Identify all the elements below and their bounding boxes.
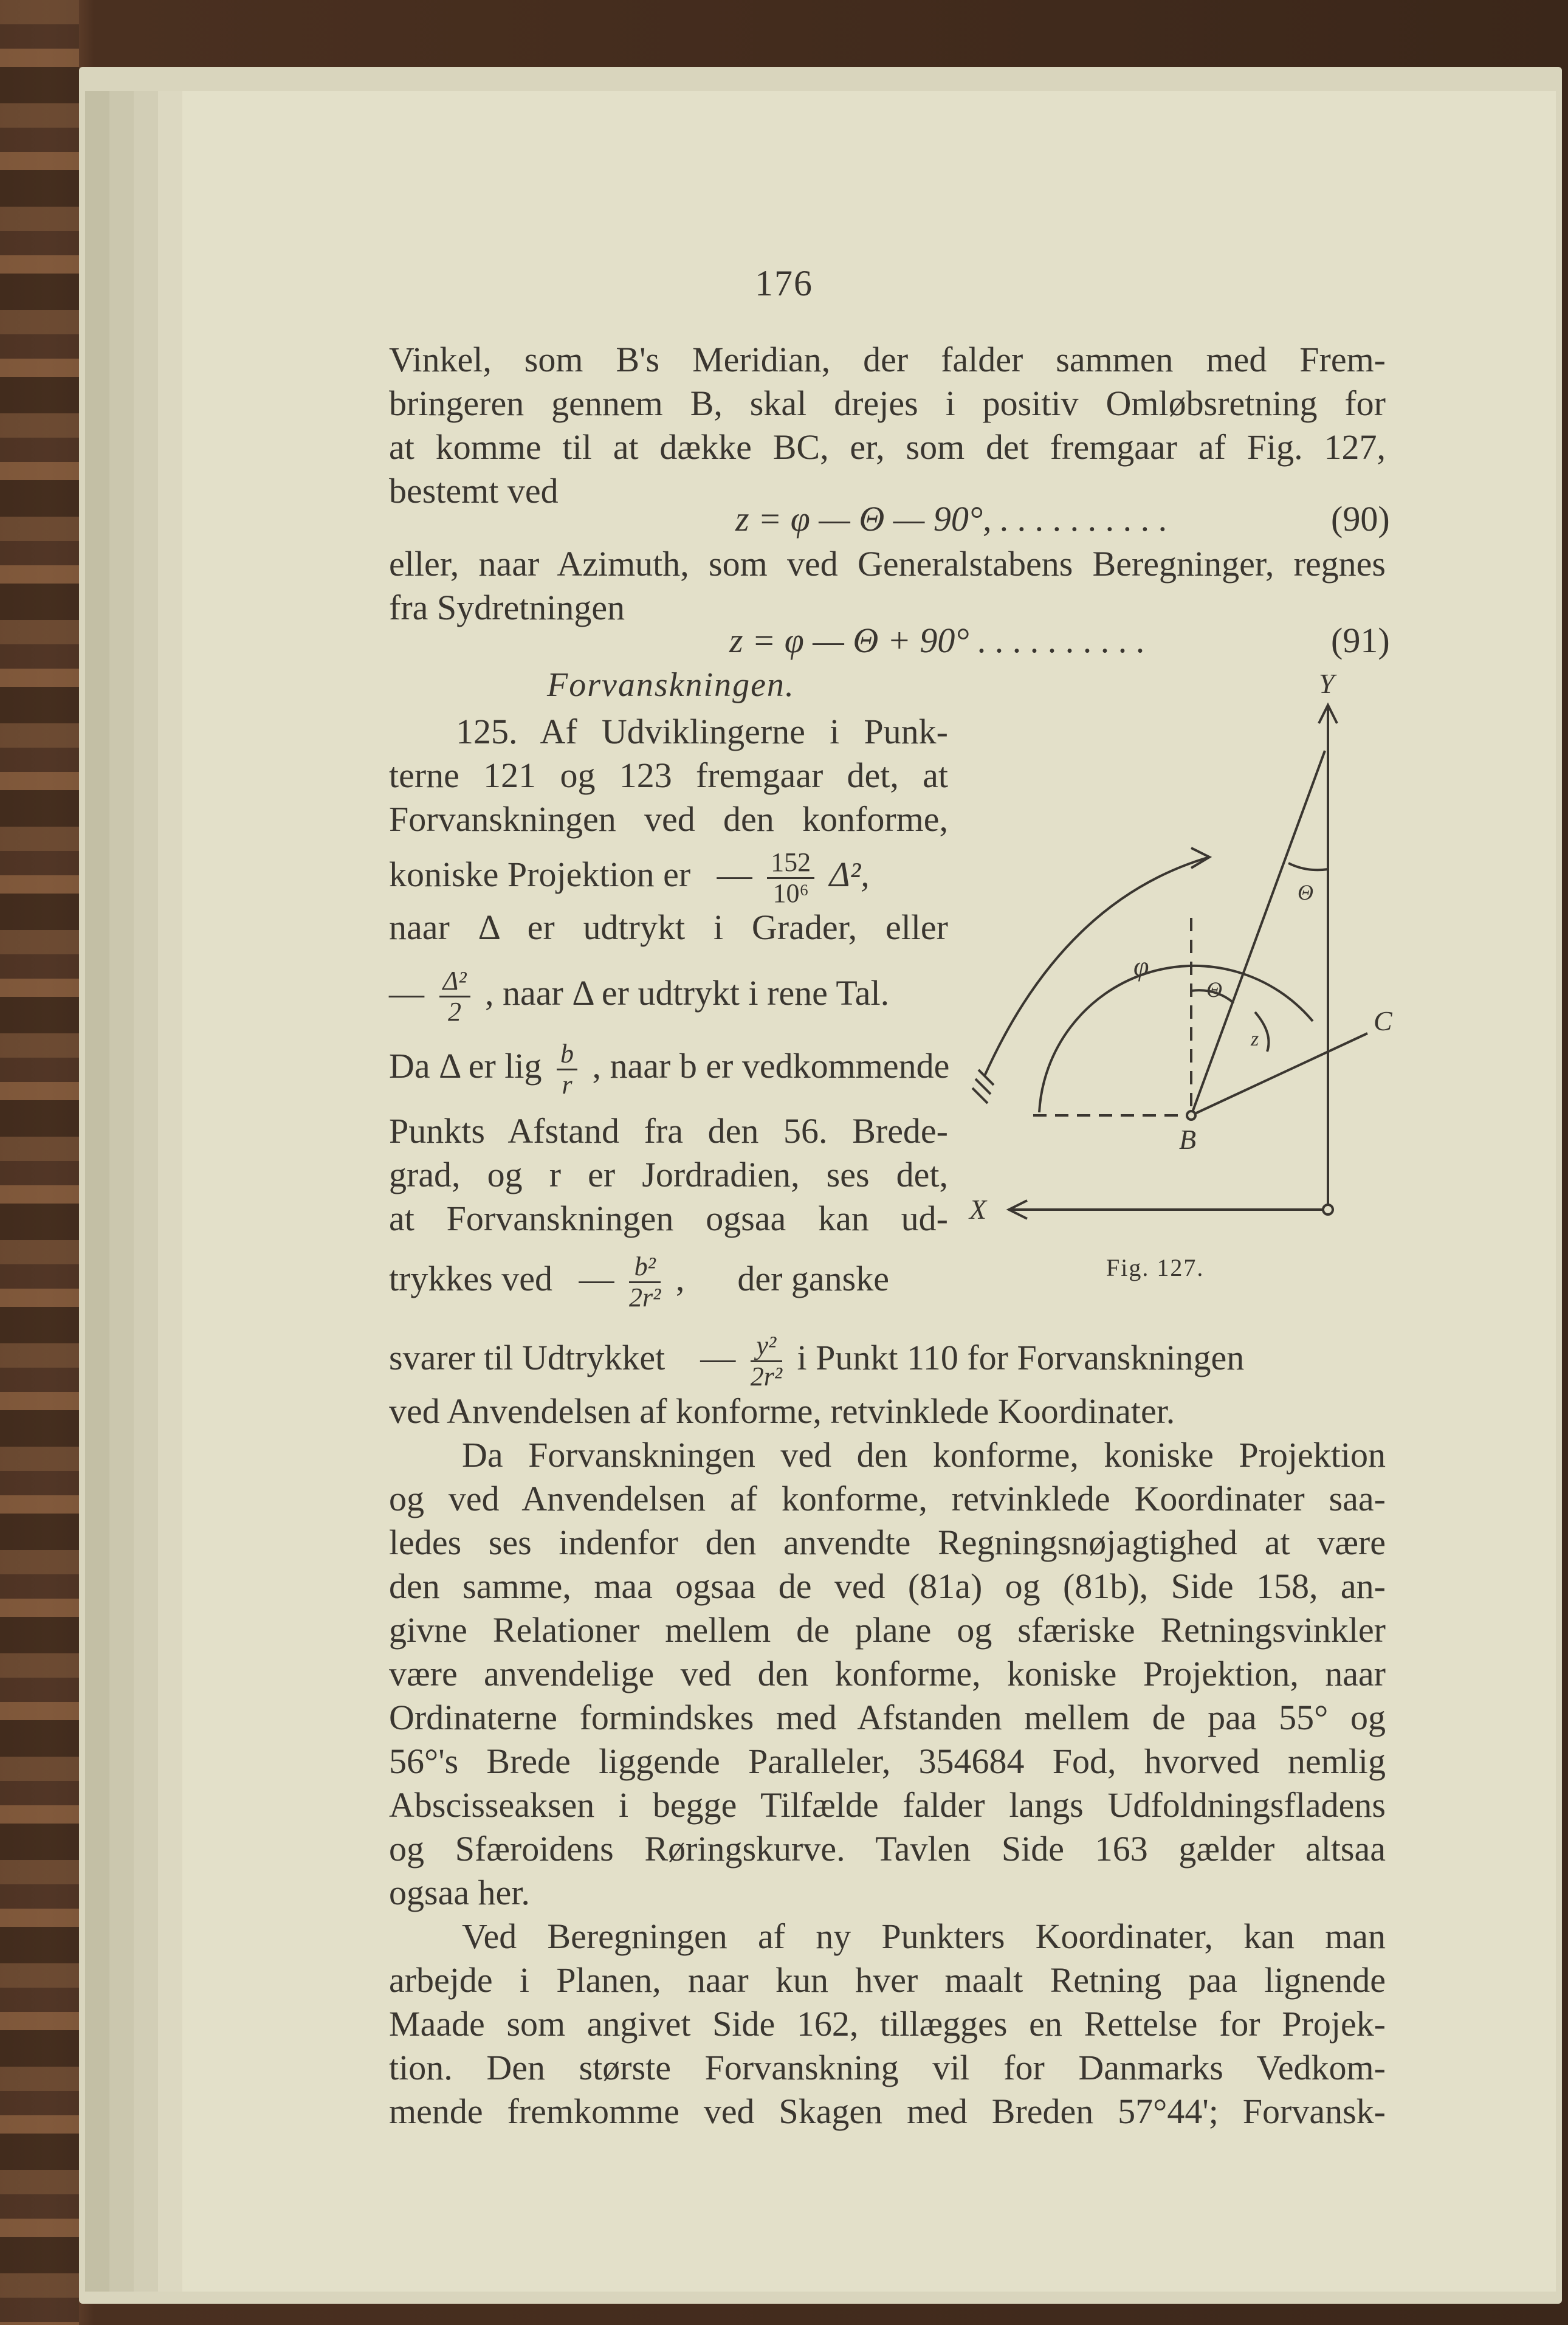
label-c: C	[1374, 1005, 1392, 1036]
text-fragment: der ganske	[737, 1258, 889, 1298]
fraction-numerator: b	[557, 1039, 577, 1070]
label-x: X	[969, 1194, 987, 1225]
text-line-with-fraction	[389, 1252, 889, 1312]
text-line: at Forvanskningen ogsaa kan ud-	[389, 1199, 948, 1238]
text-line: Forvanskningen ved den konforme,	[389, 799, 948, 839]
text-line: mende fremkomme ved Skagen med Breden 57°44'; Forvansk-	[389, 2092, 1386, 2131]
meridian-line	[1191, 751, 1325, 1115]
fraction-denominator: 2r²	[750, 1362, 783, 1391]
text-line: Maade som angivet Side 162, tillægges en Rettelse for Projek-	[389, 2004, 1386, 2044]
text-line: arbejde i Planen, naar kun hver maalt Retning paa lignende	[389, 1960, 1386, 2000]
text-fragment: svarer til Udtrykket	[389, 1337, 665, 1377]
dash-symbol: —	[673, 1337, 736, 1377]
fraction-numerator: 152	[767, 848, 814, 879]
fraction	[439, 966, 470, 1027]
text-fragment: Da Δ er lig	[389, 1045, 542, 1086]
label-b: B	[1179, 1124, 1197, 1155]
rotation-arrowhead	[1191, 848, 1209, 868]
fraction-denominator: r	[562, 1070, 573, 1100]
text-line: og Sfæroidens Røringskurve. Tavlen Side 163 gælder altsaa	[389, 1829, 1386, 1869]
text-line-with-fraction	[389, 1331, 1244, 1391]
fraction	[557, 1039, 577, 1100]
equation-91: z = φ — Θ + 90° . . . . . . . . . .	[729, 621, 1146, 660]
dash-symbol: —	[389, 973, 424, 1013]
text-line: at komme til at dække BC, er, som det fremgaar af Fig. 127,	[389, 427, 1386, 467]
fraction-numerator: Δ²	[439, 966, 470, 997]
fraction-numerator: b²	[629, 1252, 661, 1283]
equation-91-number: (91)	[1331, 621, 1390, 660]
text-line: bringeren gennem B, skal drejes i positiv Omløbsretning for	[389, 384, 1386, 423]
fraction-denominator: 2r²	[629, 1283, 661, 1312]
text-line: og ved Anvendelsen af konforme, retvinklede Koordinater saa-	[389, 1479, 1386, 1518]
point-b	[1187, 1111, 1195, 1120]
text-fragment: , naar b er vedkommende	[592, 1045, 950, 1086]
text-line: Ordinaterne formindskes med Afstanden mellem de paa 55° og	[389, 1698, 1386, 1737]
text-line: 125. Af Udviklingerne i Punk-	[456, 712, 948, 751]
text-line: den samme, maa ogsaa de ved (81a) og (81b), Side 158, an-	[389, 1566, 1386, 1606]
text-line: Punkts Afstand fra den 56. Brede-	[389, 1111, 948, 1151]
theta-arc-2	[1288, 863, 1328, 870]
fraction	[751, 1331, 782, 1391]
book-spine	[0, 0, 79, 2325]
origin-point	[1323, 1205, 1333, 1214]
text-line: Abscisseaksen i begge Tilfælde falder langs Udfoldningsfladens	[389, 1785, 1386, 1825]
text-line: grad, og r er Jordradien, ses det,	[389, 1155, 948, 1194]
figure-caption: Fig. 127.	[1106, 1254, 1205, 1281]
fraction-tail: Δ²,	[829, 854, 870, 894]
label-theta-2: Θ	[1298, 880, 1313, 904]
comma-symbol: ,	[675, 1258, 729, 1298]
page-number: 176	[755, 263, 813, 303]
fraction	[629, 1252, 661, 1312]
fraction-numerator: y²	[751, 1331, 782, 1362]
text-line: tion. Den største Forvanskning vil for Danmarks Vedkom-	[389, 2048, 1386, 2087]
text-line: naar Δ er udtrykt i Grader, eller	[389, 908, 948, 947]
fraction-denominator: 2	[448, 997, 461, 1027]
text-line-with-fraction	[389, 848, 870, 908]
text-line: ledes ses indenfor den anvendte Regningsnøjagtighed at være	[389, 1523, 1386, 1562]
text-line: Ved Beregningen af ny Punkters Koordinater, kan man	[462, 1917, 1386, 1956]
text-fragment: i Punkt 110 for Forvanskningen	[797, 1337, 1245, 1377]
equation-90: z = φ — Θ — 90°, . . . . . . . . . .	[735, 499, 1168, 539]
text-fragment: , naar Δ er udtrykt i rene Tal.	[485, 973, 890, 1013]
label-theta-1: Θ	[1206, 977, 1222, 1002]
text-line: terne 121 og 123 fremgaar det, at	[389, 756, 948, 795]
fraction	[767, 848, 814, 908]
text-line-with-fraction	[389, 1039, 949, 1100]
text-line: være anvendelige ved den konforme, koniske Projektion, naar	[389, 1654, 1386, 1693]
label-phi: φ	[1133, 951, 1149, 982]
text-line: ved Anvendelsen af konforme, retvinklede Koordinater.	[389, 1391, 1175, 1431]
text-line: 56°'s Brede liggende Paralleler, 354684 Fod, hvorved nemlig	[389, 1741, 1386, 1781]
section-heading: Forvanskningen.	[547, 666, 795, 704]
text-line: eller, naar Azimuth, som ved Generalstabens Beregninger, regnes	[389, 544, 1386, 584]
text-line: bestemt ved	[389, 471, 559, 511]
dash-symbol: —	[561, 1258, 614, 1298]
text-line-with-fraction	[389, 966, 889, 1027]
text-line: Da Forvanskningen ved den konforme, koniske Projektion	[462, 1435, 1386, 1475]
text-line: Vinkel, som B's Meridian, der falder sammen med Frem-	[389, 340, 1386, 379]
label-y: Y	[1319, 668, 1335, 699]
text-line: ogsaa her.	[389, 1873, 530, 1912]
text-line: fra Sydretningen	[389, 588, 625, 627]
equation-90-number: (90)	[1331, 499, 1390, 539]
text-line: givne Relationer mellem de plane og sfæriske Retningsvinkler	[389, 1610, 1386, 1650]
text-fragment: koniske Projektion er	[389, 854, 691, 894]
label-z: z	[1251, 1028, 1259, 1050]
fraction-denominator: 10⁶	[772, 878, 809, 908]
dash-symbol: —	[699, 854, 752, 894]
text-fragment: trykkes ved	[389, 1258, 552, 1298]
phi-arc	[1039, 966, 1313, 1112]
figure-127	[960, 656, 1398, 1301]
